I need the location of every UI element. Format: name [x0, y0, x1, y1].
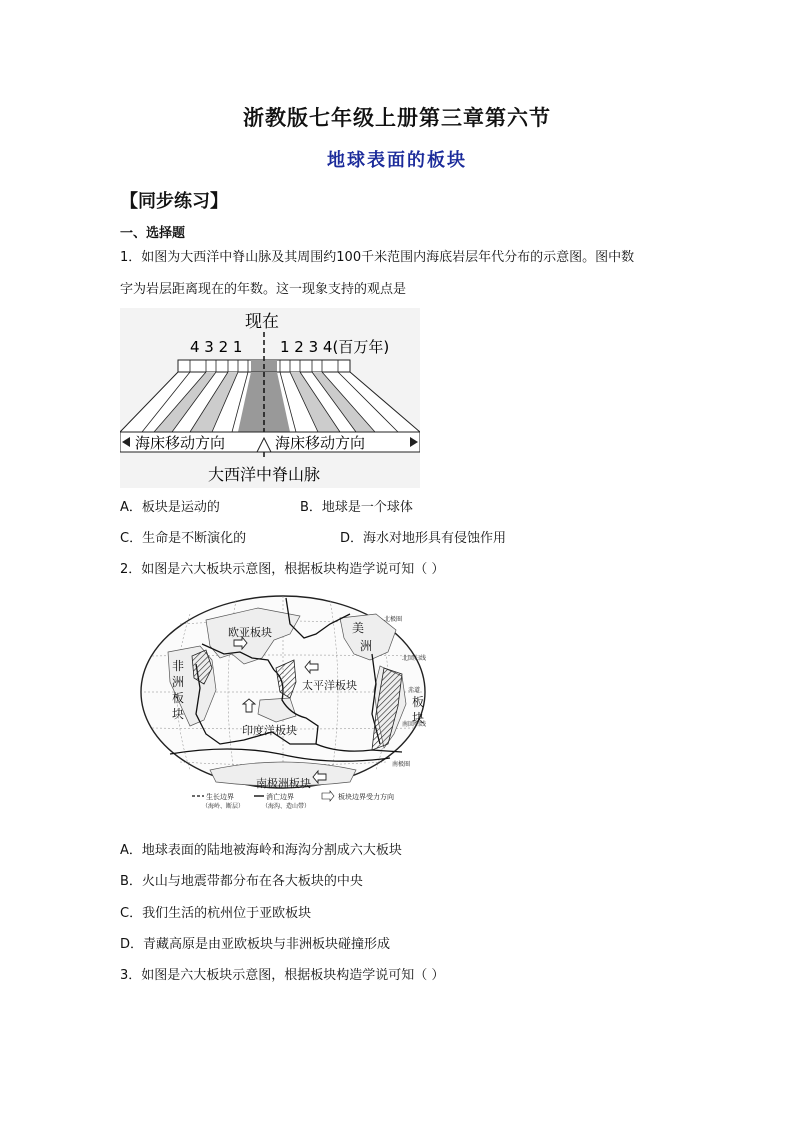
indian-plate-label: 印度洋板块 [242, 724, 297, 737]
america-label-1: 美 [352, 621, 365, 635]
left-age-numbers: 4 3 2 1 [190, 338, 243, 356]
q2-stem: 2．如图是六大板块示意图，根据板块构造学说可知（ ） [120, 562, 445, 577]
q2-option-a: A．地球表面的陆地被海岭和海沟分割成六大板块 [120, 843, 402, 858]
right-age-numbers: 1 2 3 4(百万年) [280, 338, 390, 356]
board-label: 板 [412, 695, 425, 709]
antarctic-plate-label: 南极洲板块 [256, 777, 311, 790]
africa-label-3: 板 [172, 691, 185, 705]
block-label: 块 [412, 711, 425, 725]
q1-stem-line1: 1．如图为大西洋中脊山脉及其周围约100千米范围内海底岩层年代分布的示意图。图中数 [120, 250, 635, 265]
legend-consumption-sub: （海沟、造山带） [262, 803, 311, 810]
africa-label-1: 非 [172, 659, 185, 673]
africa-label-4: 块 [172, 707, 185, 721]
q2-option-d: D．青藏高原是由亚欧板块与非洲板块碰撞形成 [120, 937, 391, 952]
legend-consumption-boundary: 消亡边界 [266, 793, 294, 801]
ridge-figure [120, 308, 420, 488]
now-label: 现在 [245, 312, 279, 332]
legend-force-direction: 板块边界受力方向 [338, 793, 394, 801]
q1-option-c: C．生命是不断演化的 [120, 531, 247, 546]
legend-growth-boundary: 生长边界 [206, 793, 234, 801]
part-label: 一、选择题 [120, 226, 186, 241]
africa-label-2: 洲 [172, 675, 185, 689]
q1-stem-line2: 字为岩层距离现在的年数。这一现象支持的观点是 [120, 282, 407, 297]
legend-growth-sub: （海岭、断层） [202, 803, 245, 810]
left-direction-label: 海床移动方向 [135, 434, 226, 452]
equator-label: 赤道 [408, 687, 421, 694]
america-label-2: 洲 [360, 639, 373, 653]
q3-stem: 3．如图是六大板块示意图，根据板块构造学说可知（ ） [120, 968, 445, 983]
ridge-label: 大西洋中脊山脉 [207, 465, 321, 484]
q2-option-c: C．我们生活的杭州位于亚欧板块 [120, 906, 312, 921]
page-subtitle: 地球表面的板块 [327, 150, 467, 171]
q2-option-b: B．火山与地震带都分布在各大板块的中央 [120, 874, 363, 889]
right-direction-label: 海床移动方向 [275, 434, 366, 452]
page-title: 浙教版七年级上册第三章第六节 [243, 105, 551, 130]
arctic-circle-label: 北极圈 [384, 616, 403, 623]
tropic-cancer-label: 北回归线 [402, 655, 426, 662]
tropic-capricorn-label: 南回归线 [402, 721, 426, 728]
antarctic-circle-label: 南极圈 [392, 761, 411, 768]
q1-option-a: A．板块是运动的 [120, 500, 220, 515]
plates-map [140, 594, 426, 812]
eurasian-plate-label: 欧亚板块 [228, 626, 272, 639]
pacific-plate-label: 太平洋板块 [302, 679, 357, 692]
section-label: 【同步练习】 [120, 191, 228, 212]
q1-option-d: D．海水对地形具有侵蚀作用 [340, 531, 507, 546]
q1-option-b: B．地球是一个球体 [300, 500, 413, 515]
